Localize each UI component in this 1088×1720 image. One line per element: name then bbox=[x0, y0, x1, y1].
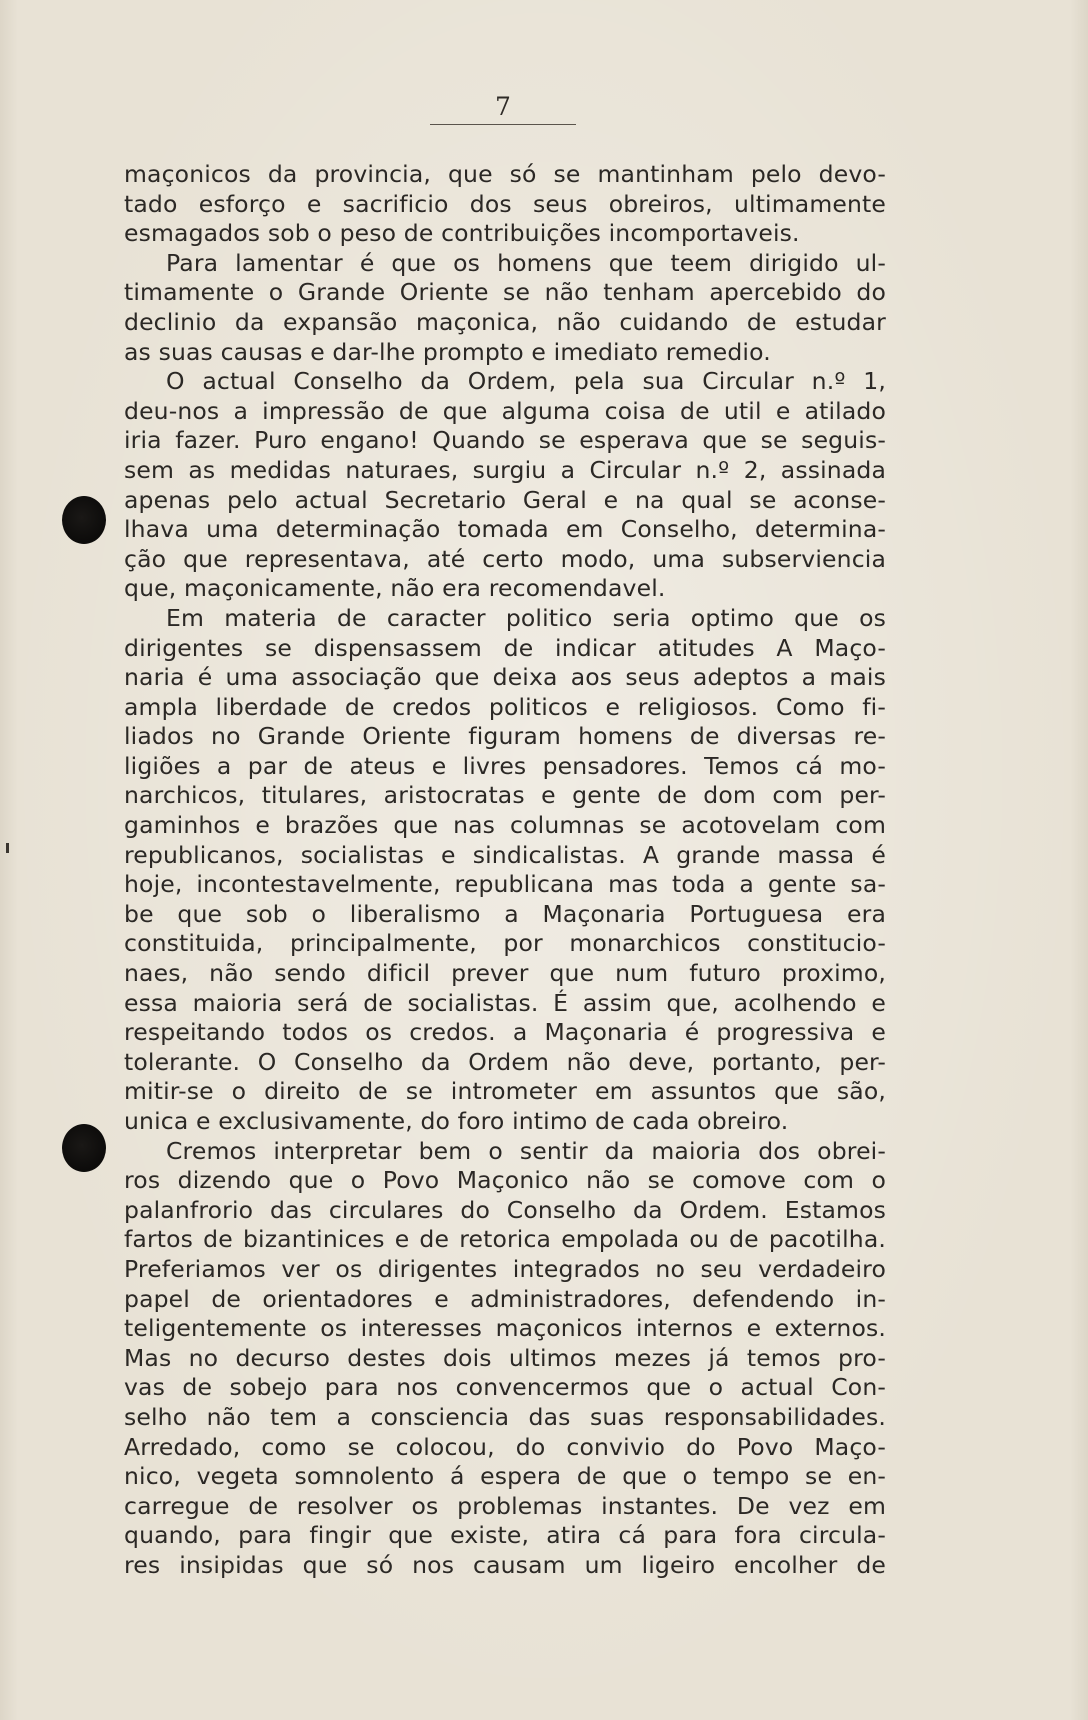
text-line: selho não tem a consciencia das suas responsabilidades. bbox=[124, 1402, 886, 1431]
text-line: papel de orientadores e administradores, defendendo in- bbox=[124, 1284, 886, 1313]
text-line: deu-nos a impressão de que alguma coisa de util e atilado bbox=[124, 396, 886, 425]
text-line: quando, para fingir que existe, atira cá para fora circula- bbox=[124, 1521, 886, 1550]
text-line: apenas pelo actual Secretario Geral e na qual se aconse- bbox=[124, 485, 886, 514]
text-line: constituida, principalmente, por monarchicos constitucio- bbox=[124, 929, 886, 958]
text-line: teligentemente os interesses maçonicos internos e externos. bbox=[124, 1314, 886, 1343]
edge-mark bbox=[6, 843, 9, 853]
text-line: essa maioria será de socialistas. É assim que, acolhendo e bbox=[124, 988, 886, 1017]
text-line: ampla liberdade de credos politicos e religiosos. Como fi- bbox=[124, 692, 886, 721]
text-line: sem as medidas naturaes, surgiu a Circular n.º 2, assinada bbox=[124, 455, 886, 484]
text-line: vas de sobejo para nos convencermos que o actual Con- bbox=[124, 1373, 886, 1402]
text-line: gaminhos e brazões que nas columnas se acotovelam com bbox=[124, 811, 886, 840]
page-number: 7 bbox=[495, 92, 511, 121]
text-line: timamente o Grande Oriente se não tenham apercebido do bbox=[124, 278, 886, 307]
text-line: hoje, incontestavelmente, republicana mas toda a gente sa- bbox=[124, 870, 886, 899]
text-line: ção que representava, até certo modo, uma subserviencia bbox=[124, 544, 886, 573]
text-line: dirigentes se dispensassem de indicar atitudes A Maço- bbox=[124, 633, 886, 662]
text-line: naria é uma associação que deixa aos seus adeptos a mais bbox=[124, 663, 886, 692]
text-line: Em materia de caracter politico seria optimo que os bbox=[166, 603, 886, 632]
text-line: Arredado, como se colocou, do convivio do Povo Maço- bbox=[124, 1432, 886, 1461]
text-line: iria fazer. Puro engano! Quando se esperava que se seguis- bbox=[124, 426, 886, 455]
text-line: Preferiamos ver os dirigentes integrados no seu verdadeiro bbox=[124, 1254, 886, 1283]
header-rule bbox=[430, 124, 576, 125]
text-line: que, maçonicamente, não era recomendavel. bbox=[124, 574, 666, 603]
text-line: Cremos interpretar bem o sentir da maioria dos obrei- bbox=[166, 1136, 886, 1165]
body-text bbox=[124, 160, 886, 1581]
text-line: res insipidas que só nos causam um ligeiro encolher de bbox=[124, 1550, 886, 1579]
text-line: esmagados sob o peso de contribuições incomportaveis. bbox=[124, 219, 800, 248]
text-line: unica e exclusivamente, do foro intimo de cada obreiro. bbox=[124, 1107, 789, 1135]
text-line: lhava uma determinação tomada em Conselho, determina- bbox=[124, 515, 886, 544]
text-line: as suas causas e dar-lhe prompto e imediato remedio. bbox=[124, 337, 771, 366]
text-line: fartos de bizantinices e de retorica empolada ou de pacotilha. bbox=[124, 1225, 886, 1254]
text-line: ros dizendo que o Povo Maçonico não se comove com o bbox=[124, 1166, 886, 1195]
text-line: O actual Conselho da Ordem, pela sua Circular n.º 1, bbox=[166, 367, 886, 396]
text-line: tolerante. O Conselho da Ordem não deve, portanto, per- bbox=[124, 1047, 886, 1076]
text-line: nico, vegeta somnolento á espera de que o tempo se en- bbox=[124, 1462, 886, 1491]
text-line: carregue de resolver os problemas instantes. De vez em bbox=[124, 1491, 886, 1520]
text-line: maçonicos da provincia, que só se mantinham pelo devo- bbox=[124, 160, 886, 188]
text-line: ligiões a par de ateus e livres pensadores. Temos cá mo- bbox=[124, 751, 886, 780]
text-line: be que sob o liberalismo a Maçonaria Portuguesa era bbox=[124, 899, 886, 928]
text-line: declinio da expansão maçonica, não cuidando de estudar bbox=[124, 307, 886, 336]
punch-hole bbox=[62, 1124, 106, 1172]
text-line: palanfrorio das circulares do Conselho da Ordem. Estamos bbox=[124, 1195, 886, 1224]
text-line: liados no Grande Oriente figuram homens de diversas re- bbox=[124, 722, 886, 751]
text-line: narchicos, titulares, aristocratas e gente de dom com per- bbox=[124, 781, 886, 810]
punch-hole bbox=[62, 496, 106, 544]
text-line: tado esforço e sacrificio dos seus obreiros, ultimamente bbox=[124, 189, 886, 218]
text-line: respeitando todos os credos. a Maçonaria é progressiva e bbox=[124, 1018, 886, 1047]
text-line: republicanos, socialistas e sindicalistas. A grande massa é bbox=[124, 840, 886, 869]
page-header bbox=[430, 92, 576, 125]
text-line: Para lamentar é que os homens que teem dirigido ul- bbox=[166, 248, 886, 277]
text-line: naes, não sendo dificil prever que num futuro proximo, bbox=[124, 959, 886, 988]
text-line: Mas no decurso destes dois ultimos mezes já temos pro- bbox=[124, 1343, 886, 1372]
text-line: mitir-se o direito de se intrometer em assuntos que são, bbox=[124, 1077, 886, 1106]
